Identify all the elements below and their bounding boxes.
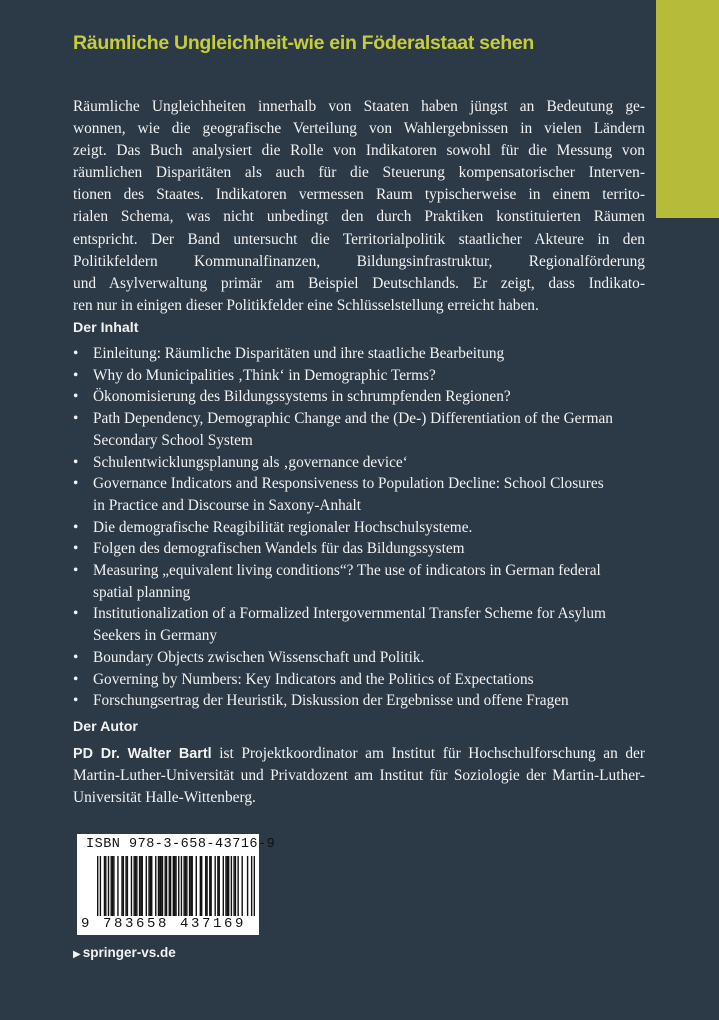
contents-item (73, 669, 613, 691)
barcode-bar (113, 856, 114, 916)
contents-item-text: Why do Municipalities ‚Think‘ in Demographic Terms? (93, 366, 436, 384)
bullet-icon: • (73, 453, 79, 471)
barcode-bar (178, 856, 179, 916)
barcode-bar (108, 856, 109, 916)
barcode-bar (117, 856, 118, 916)
contents-item-text: Governance Indicators and Responsiveness to Population Decline: School Closures in Practice and Discourse in Saxony-Anhalt (93, 475, 604, 514)
barcode-bar (135, 856, 136, 916)
bullet-icon: • (73, 540, 79, 558)
contents-heading: Der Inhalt (73, 320, 139, 336)
bullet-icon: • (73, 648, 79, 666)
barcode-bar (139, 856, 140, 916)
author-bio-text: ist Projektkoordinator am Institut für Hochschulforschung an der Martin-Luther-Universität und Privatdozent am Institut für Soziologie der Martin-Luther-Universität Halle-Wittenberg. (73, 745, 645, 806)
barcode-bar (166, 856, 167, 916)
description-line: Politikfeldern Kommunalfinanzen, Bildungsinfrastruktur, Regionalförderung (73, 252, 645, 270)
barcode-bar (169, 856, 170, 916)
bullet-icon: • (73, 475, 79, 493)
description-line: tionen des Staates. Indikatoren vermessen Raum typischerweise in einem territo- (73, 186, 645, 204)
barcode-bar (183, 856, 184, 916)
description-line: wonnen, wie die geografische Verteilung von Wahlergebnissen in vielen Ländern (73, 120, 645, 138)
contents-item-text: Path Dependency, Demographic Change and the (De-) Differentiation of the German Secondary School System (93, 410, 613, 449)
barcode-bar (237, 856, 238, 916)
barcode-bar (140, 856, 141, 916)
barcode-bar (125, 856, 126, 916)
bullet-icon: • (73, 518, 79, 536)
contents-item (73, 517, 613, 539)
barcode-bar (104, 856, 105, 916)
bullet-icon: • (73, 670, 79, 688)
barcode-bar (210, 856, 211, 916)
barcode-bar (241, 856, 242, 916)
barcode-bar (254, 856, 255, 916)
author-bio (73, 743, 645, 809)
author-name: PD Dr. Walter Bartl (73, 746, 212, 762)
barcode-bar (247, 856, 248, 916)
barcode-bar (146, 856, 147, 916)
description-line: räumlichen Disparitäten als auch für die Steuerung kompensatorischer Interven- (73, 164, 645, 182)
arrow-right-icon: ▶ (73, 949, 81, 960)
book-title: Räumliche Ungleichheit-wie ein Föderalstaat sehen (73, 32, 535, 54)
barcode-bar (189, 856, 190, 916)
barcode-bar (142, 856, 143, 916)
contents-item-text: Schulentwicklungsplanung als ‚governance device‘ (93, 453, 408, 471)
barcode-bar (175, 856, 176, 916)
contents-item (73, 386, 613, 408)
contents-item (73, 538, 613, 560)
barcode-bar (228, 856, 229, 916)
barcode-bar (200, 856, 201, 916)
contents-item-text: Folgen des demografischen Wandels für das Bildungssystem (93, 540, 465, 558)
barcode-bar (162, 856, 163, 916)
barcode-bar (225, 856, 226, 916)
barcode-bar (127, 856, 128, 916)
isbn-barcode (77, 834, 276, 935)
barcode-bar (192, 856, 193, 916)
contents-item (73, 365, 613, 387)
bullet-icon: • (73, 410, 79, 428)
description-line: und Asylverwaltung primär am Beispiel Deutschlands. Er zeigt, dass Indikato- (73, 274, 645, 292)
barcode-bar (205, 856, 206, 916)
barcode-bar (235, 856, 236, 916)
barcode-bar (217, 856, 218, 916)
barcode-bar (123, 856, 124, 916)
contents-item-text: Measuring „equivalent living conditions“? The use of indicators in German federal spatial planning (93, 562, 601, 601)
contents-item (73, 647, 613, 669)
contents-item (73, 473, 613, 516)
barcode-bar (181, 856, 182, 916)
barcode-bar (150, 856, 151, 916)
barcode-bar (185, 856, 186, 916)
barcode-bar (136, 856, 137, 916)
barcode-bar (133, 856, 134, 916)
barcode-bar (158, 856, 159, 916)
barcode-bar (97, 856, 98, 916)
barcode-bar (231, 856, 232, 916)
barcode-bar (155, 856, 156, 916)
description-line: Räumliche Ungleichheiten innerhalb von Staaten haben jüngst an Bedeutung ge- (73, 98, 645, 115)
barcode-bar (190, 856, 191, 916)
contents-item (73, 452, 613, 474)
barcode-bar (165, 856, 166, 916)
website-label: springer-vs.de (82, 945, 176, 960)
author-heading: Der Autor (73, 719, 138, 735)
contents-item-text: Forschungsertrag der Heuristik, Diskussion der Ergebnisse und offene Fragen (93, 692, 569, 710)
bullet-icon: • (73, 692, 79, 710)
bullet-icon: • (73, 345, 79, 362)
barcode-bar (214, 856, 215, 916)
contents-item (73, 408, 613, 451)
barcode-bar (223, 856, 224, 916)
barcode-bar (100, 856, 101, 916)
barcode-bar (196, 856, 197, 916)
book-description (73, 96, 645, 317)
barcode-bar (233, 856, 234, 916)
contents-item-text: Die demografische Reagibilität regionaler Hochschulsysteme. (93, 518, 473, 536)
contents-list (73, 343, 613, 712)
barcode-digits: 9 783658 437169 (81, 916, 247, 932)
barcode-bar (121, 856, 122, 916)
accent-bar (656, 0, 719, 218)
contents-item (73, 343, 613, 365)
barcode-bar (170, 856, 171, 916)
description-line: zeigt. Das Buch analysiert die Rolle von Indikatoren sowohl für die Messung von (73, 142, 645, 160)
barcode-bar (174, 856, 175, 916)
barcode-bar (112, 856, 113, 916)
barcode-bar (251, 856, 252, 916)
description-line: entspricht. Der Band untersucht die Territorialpolitik staatlicher Akteure in den (73, 230, 645, 248)
barcode-bar (186, 856, 187, 916)
description-line: ren nur in einigen dieser Politikfelder eine Schlüsselstellung erreicht haben. (73, 296, 539, 314)
contents-item-text: Boundary Objects zwischen Wissenschaft und Politik. (93, 648, 425, 666)
contents-item-text: Institutionalization of a Formalized Intergovernmental Transfer Scheme for Asylum Seekers in Germany (93, 605, 606, 645)
publisher-website[interactable] (73, 945, 176, 960)
barcode-bar (159, 856, 160, 916)
contents-item (73, 603, 613, 646)
barcode-bar (173, 856, 174, 916)
contents-item (73, 690, 613, 712)
contents-item-text: Ökonomisierung des Bildungssystems in schrumpfenden Regionen? (93, 388, 511, 406)
bullet-icon: • (73, 562, 79, 580)
barcode-bar (105, 856, 106, 916)
barcode-bar (151, 856, 152, 916)
barcode-bar (219, 856, 220, 916)
barcode-bar (201, 856, 202, 916)
barcode-bar (227, 856, 228, 916)
barcode-bar (160, 856, 161, 916)
barcode-bar (206, 856, 207, 916)
barcode-bar (111, 856, 112, 916)
barcode-bar (148, 856, 149, 916)
barcode-bar (209, 856, 210, 916)
contents-item-text: Governing by Numbers: Key Indicators and the Politics of Expectations (93, 670, 534, 688)
contents-item (73, 560, 613, 603)
bullet-icon: • (73, 388, 79, 406)
contents-item-text: Einleitung: Räumliche Disparitäten und ihre staatliche Bearbeitung (93, 345, 505, 362)
description-line: rialen Schema, was nicht unbedingt den durch Praktiken konstituierten Räumen (73, 208, 645, 226)
bullet-icon: • (73, 366, 79, 384)
bullet-icon: • (73, 605, 79, 623)
isbn-label: ISBN 978-3-658-43716-9 (86, 837, 276, 852)
barcode-bar (131, 856, 132, 916)
